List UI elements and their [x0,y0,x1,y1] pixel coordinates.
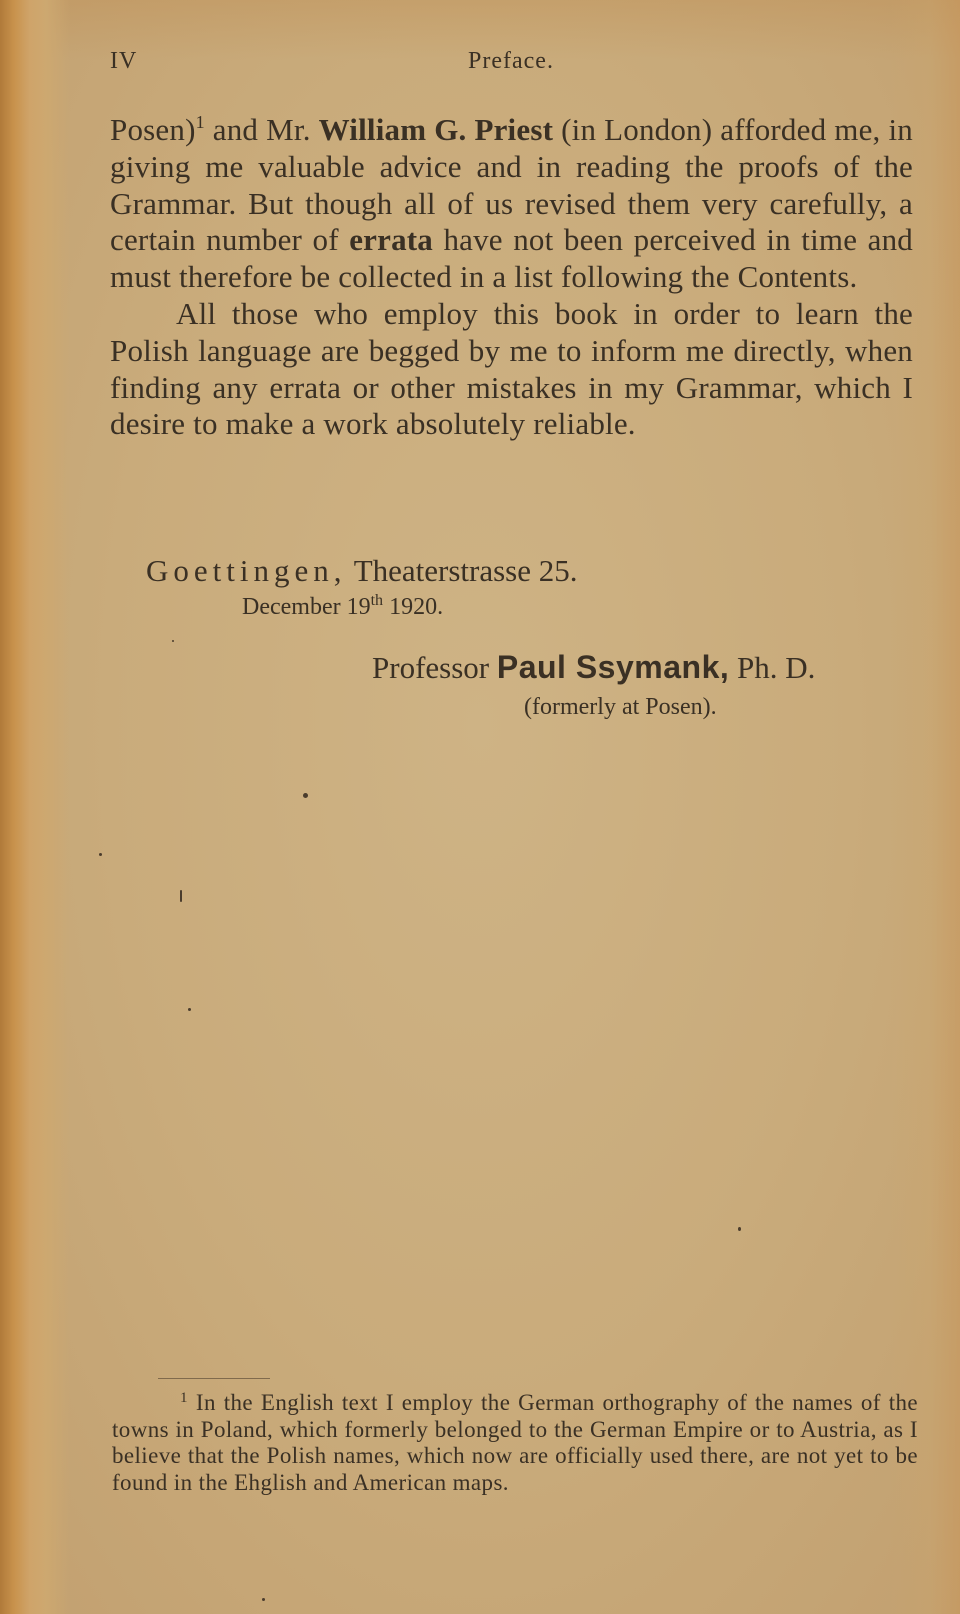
street-address: Theaterstrasse 25. [353,553,578,588]
p1-rest: (in London) afforded me, in giving me valuable advice and in reading the proofs of the Grammar. But though all of us revised them very carefully, a certain number of [110,112,913,258]
paper-speck [99,853,102,856]
p1-name: William G. Priest [318,112,554,147]
place-line [146,553,578,589]
signature-degree: Ph. D. [737,650,816,685]
signature-name: Paul Ssymank, [496,649,730,685]
paper-speck [738,1227,741,1231]
p1-and: and Mr. [204,112,319,147]
footnote-text: In the English text I employ the German orthography of the names of the towns in Poland, which formerly belonged to the German Empire or to Austria, as I believe that the Polish names, which now are officially used there, are not yet to be found in the Ehglish and American maps. [112,1390,918,1495]
running-head [110,48,912,82]
date-line [242,594,443,621]
paragraph-2: All those who employ this book in order to learn the Polish language are begged by me to inform me directly, when finding any errata or other mistakes in my Grammar, which I desire to make a work absolutely reliable. [110,295,913,442]
page-number: IV [110,48,138,74]
date-year: 1920. [389,594,444,620]
date-month-day: December 19 [242,594,371,620]
signature [372,649,815,686]
paper-speck [262,1598,265,1601]
footnote-divider [158,1378,270,1379]
paper-speck [188,1008,191,1011]
footnote-mark: 1 [180,1390,188,1406]
p1-errata: errata [349,222,433,258]
running-head-title: Preface. [468,48,554,74]
footnote [112,1390,918,1496]
signature-note: (formerly at Posen). [524,694,717,720]
paper-speck [303,793,308,798]
paper-speck [172,640,174,642]
p1-start: Posen) [110,112,196,147]
signature-title: Professor [372,650,490,685]
footnote-reference: 1 [195,112,205,132]
city: Goettingen, [146,553,347,588]
paragraph-1 [110,112,913,296]
paper-speck [180,890,182,902]
p1-end: have not been perceived in time and must therefore be collected in a list following the Contents. [110,222,913,295]
body-text [110,112,913,443]
date-suffix: th [370,592,384,609]
